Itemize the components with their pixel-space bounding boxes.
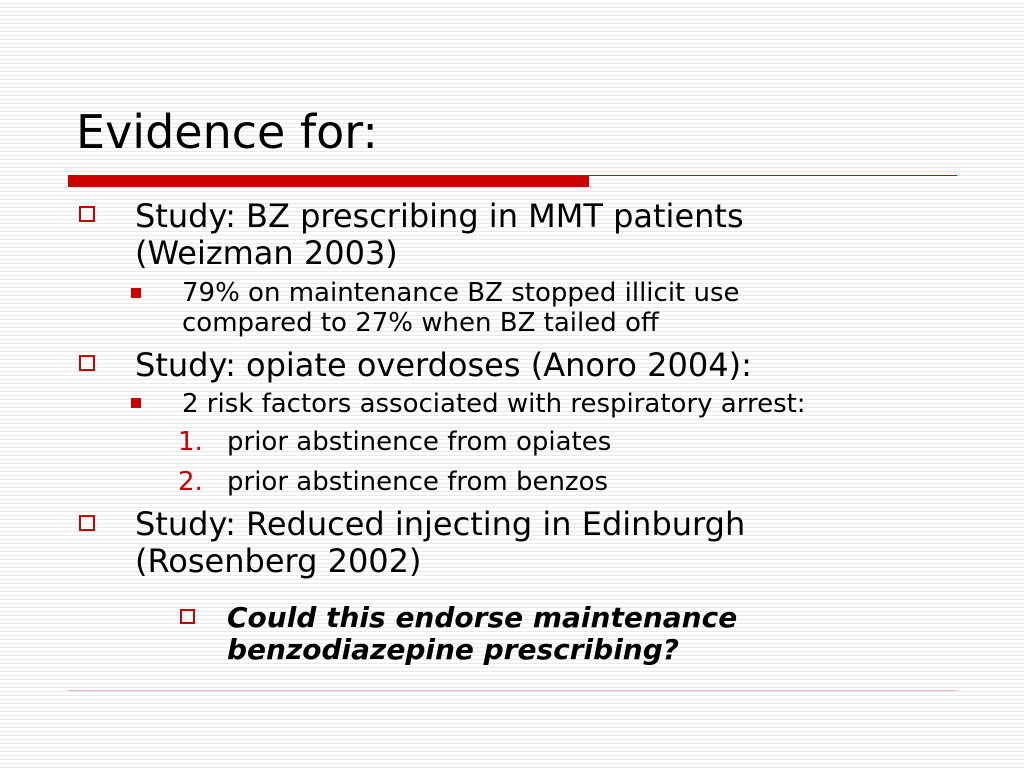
numbered-text: prior abstinence from benzos xyxy=(227,467,609,497)
footer-rule xyxy=(68,690,957,691)
title-rule-thin xyxy=(589,175,957,176)
sub-bullet-text: compared to 27% when BZ tailed off xyxy=(182,308,659,338)
hollow-square-icon xyxy=(79,206,95,222)
bullet-text: (Rosenberg 2002) xyxy=(135,542,422,580)
question-text: benzodiazepine prescribing? xyxy=(227,633,680,666)
numbered-text: prior abstinence from opiates xyxy=(227,427,612,457)
slide-title: Evidence for: xyxy=(76,105,378,159)
bullet-text: (Weizman 2003) xyxy=(135,234,398,272)
title-rule-thick xyxy=(68,175,589,187)
sub-bullet-text: 79% on maintenance BZ stopped illicit use xyxy=(182,278,740,308)
bullet-text: Study: BZ prescribing in MMT patients xyxy=(135,197,744,235)
hollow-square-icon xyxy=(79,355,95,371)
sub-bullet-text: 2 risk factors associated with respiratory arrest: xyxy=(182,389,806,419)
bullet-text: Study: Reduced injecting in Edinburgh xyxy=(135,505,746,543)
filled-square-icon xyxy=(131,288,141,298)
filled-square-icon xyxy=(131,398,141,408)
bullet-text: Study: opiate overdoses (Anoro 2004): xyxy=(135,346,752,384)
list-number: 2. xyxy=(178,467,203,497)
list-number: 1. xyxy=(178,427,203,457)
hollow-square-icon xyxy=(79,515,95,531)
hollow-square-icon xyxy=(180,609,195,624)
question-text: Could this endorse maintenance xyxy=(227,601,738,634)
